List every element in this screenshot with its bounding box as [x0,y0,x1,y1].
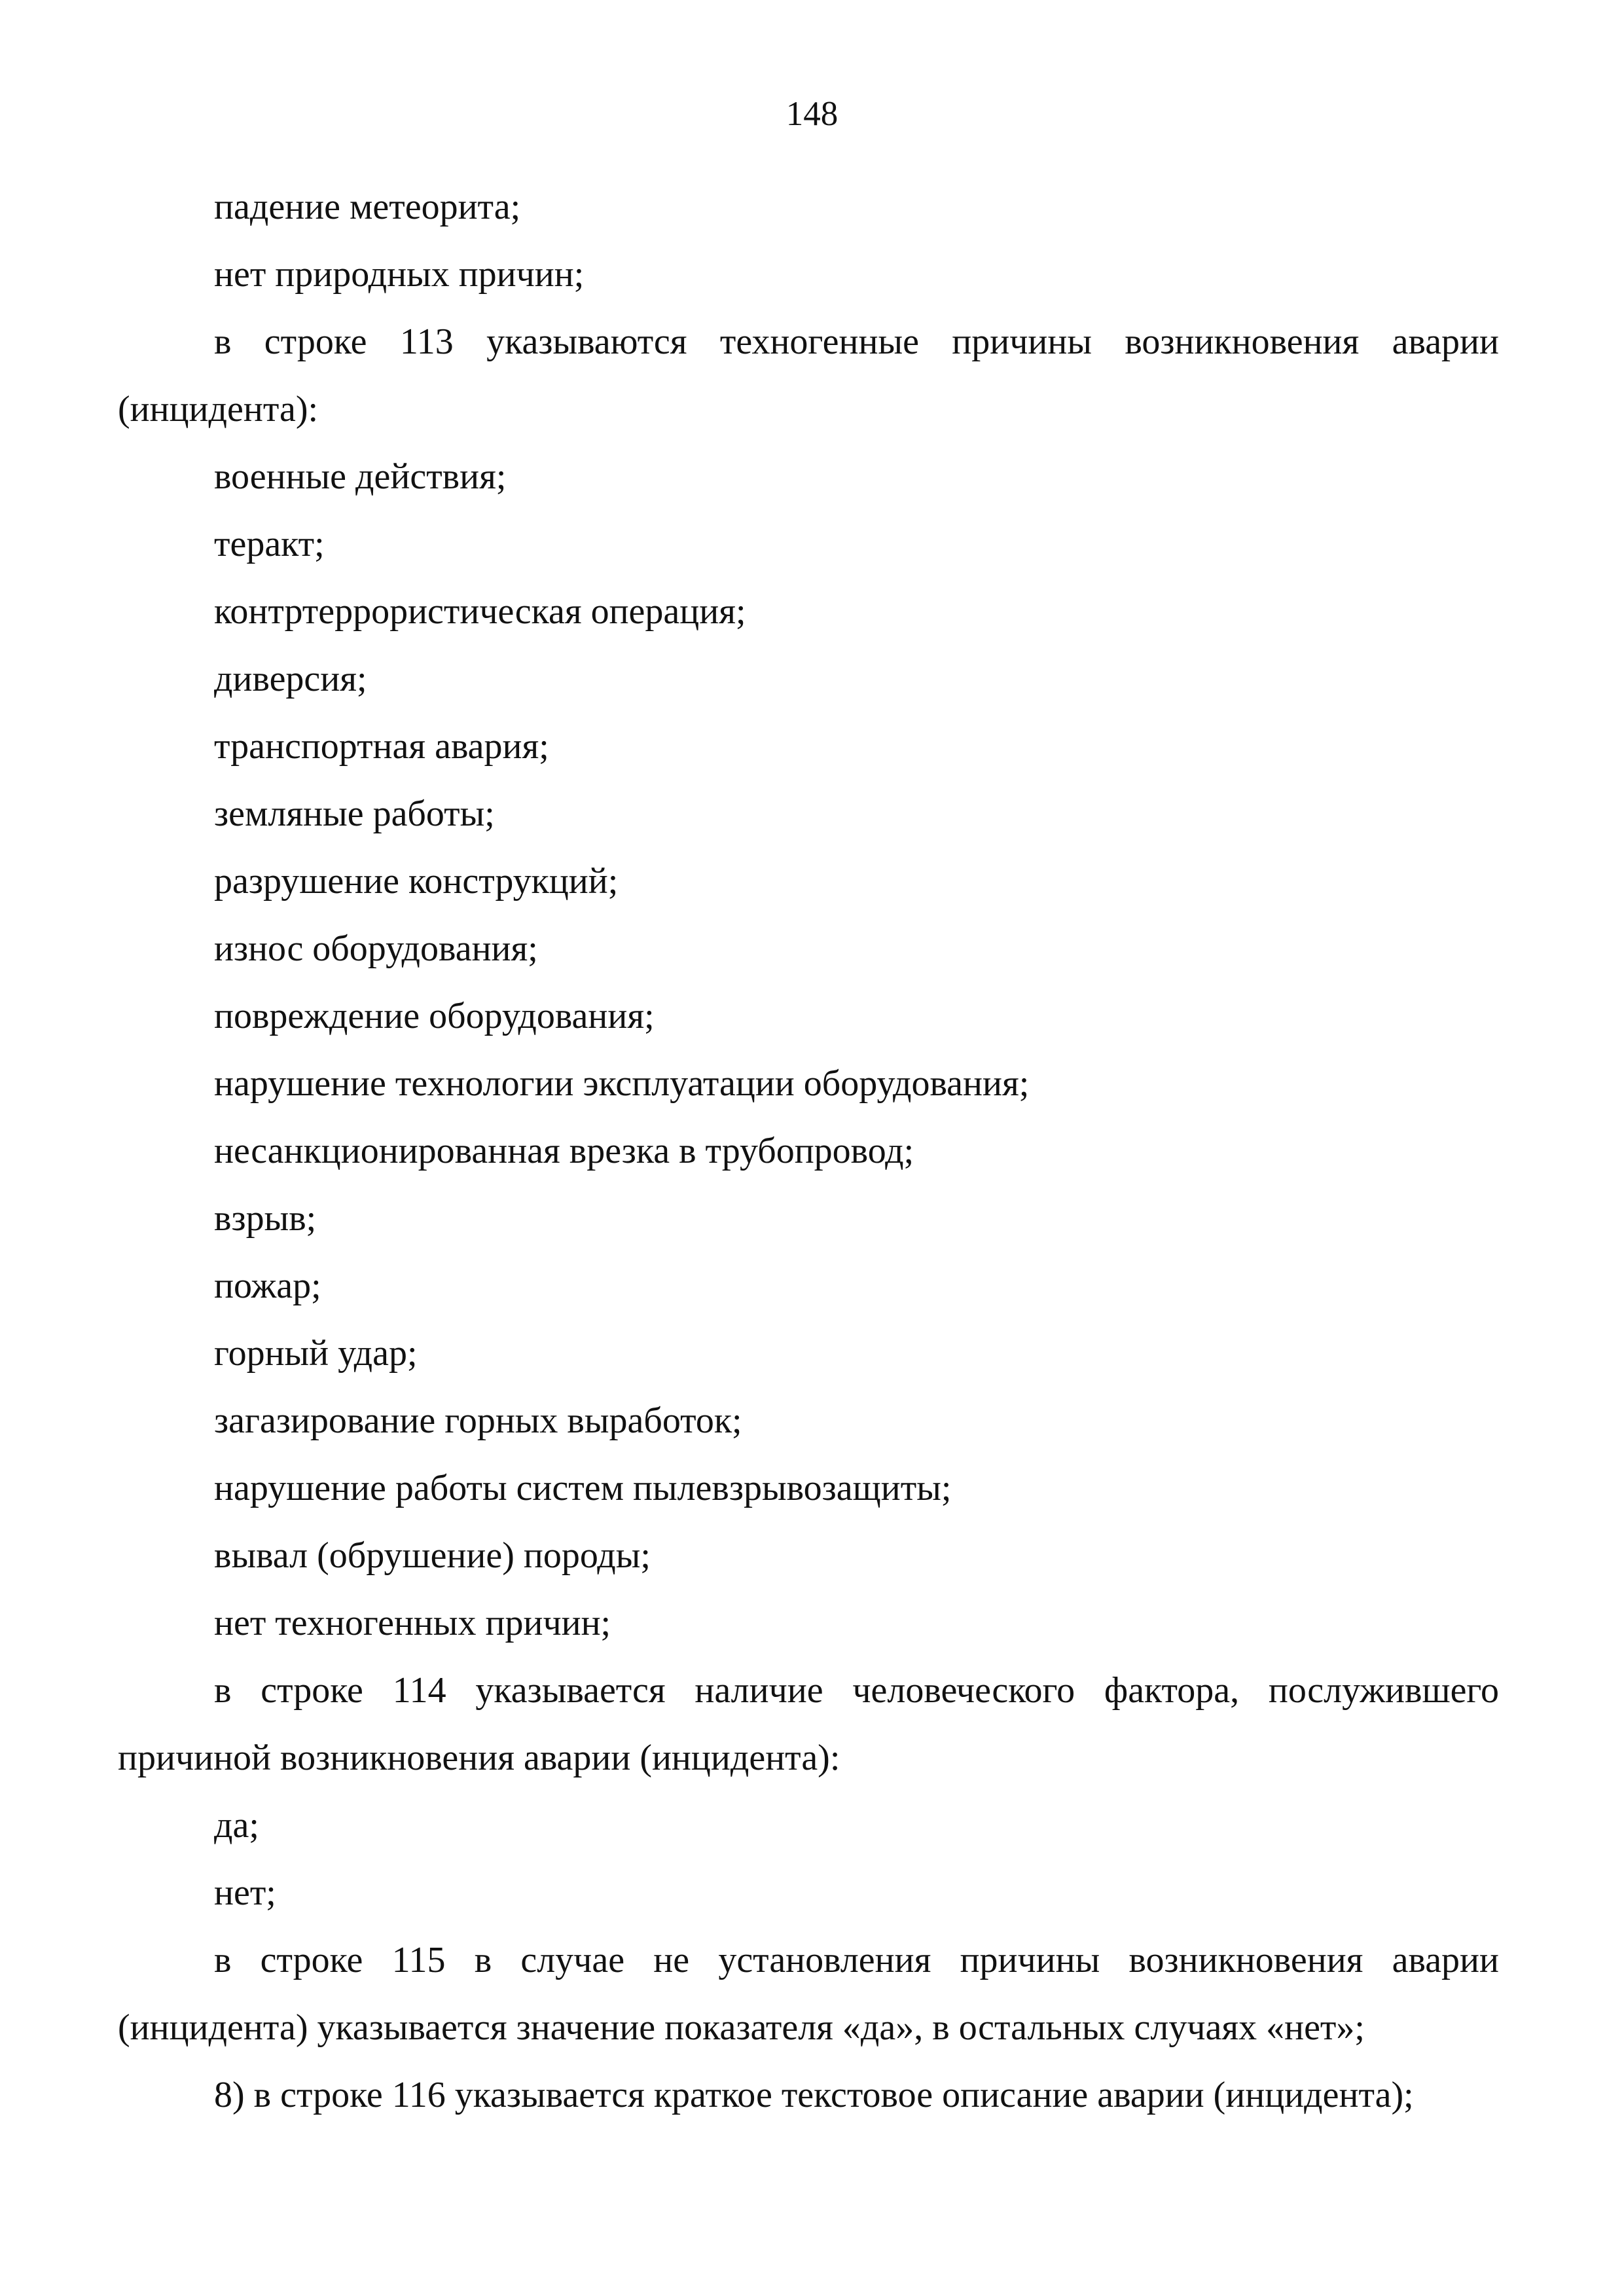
list-item: вывал (обрушение) породы; [214,1535,651,1576]
list-item: да; [214,1805,259,1846]
list-item: нет природных причин; [214,254,585,295]
paragraph-line: 8) в строке 116 указывается краткое текстовое описание аварии (инцидента); [214,2075,1414,2115]
list-item: контртеррористическая операция; [214,591,746,632]
page-number: 148 [785,95,839,133]
list-item: диверсия; [214,659,367,699]
document-body [118,173,1499,2129]
list-item: теракт; [214,524,325,564]
paragraph-line: в строке 113 указываются техногенные причины возникновения аварии [214,321,1499,362]
list-item: транспортная авария; [214,726,549,767]
paragraph-line: в строке 115 в случае не установления причины возникновения аварии [214,1940,1499,1980]
list-item: нет техногенных причин; [214,1603,611,1643]
list-item: нарушение технологии эксплуатации оборудования; [214,1063,1030,1104]
list-item: падение метеорита; [214,187,521,227]
paragraph-line: причиной возникновения аварии (инцидента): [118,1738,840,1778]
paragraph-line: в строке 114 указывается наличие человеческого фактора, послужившего [214,1670,1499,1711]
paragraph-line: (инцидента): [118,389,319,429]
list-item: земляные работы; [214,793,495,834]
list-item: повреждение оборудования; [214,996,655,1036]
list-item: горный удар; [214,1333,418,1374]
list-item: пожар; [214,1266,321,1306]
list-item: военные действия; [214,456,507,497]
list-item: взрыв; [214,1198,317,1239]
list-item: несанкционированная врезка в трубопровод; [214,1131,914,1171]
list-item: разрушение конструкций; [214,861,619,902]
list-item: нет; [214,1872,276,1913]
list-item: загазирование горных выработок; [214,1400,742,1441]
list-item: износ оборудования; [214,928,538,969]
list-item: нарушение работы систем пылевзрывозащиты; [214,1468,952,1508]
paragraph-line: (инцидента) указывается значение показателя «да», в остальных случаях «нет»; [118,2007,1365,2048]
